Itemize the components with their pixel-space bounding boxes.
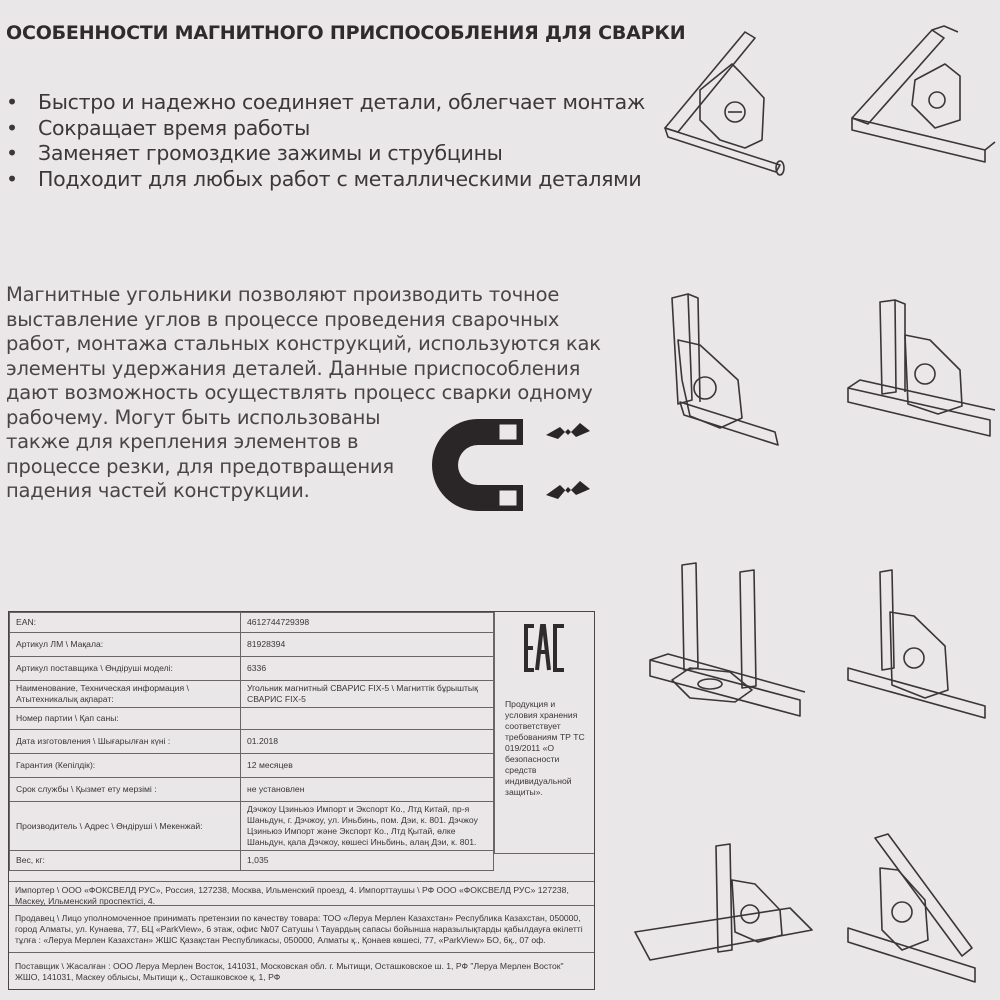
row-value: 6336	[241, 657, 494, 681]
description-line: Магнитные угольники позволяют производить точное	[6, 283, 560, 306]
description-line: выставление углов в процессе проведения сварочных	[6, 307, 560, 331]
feature-item: • Подходит для любых работ с металлическими деталями	[6, 167, 645, 193]
row-label: Срок службы \ Қызмет ету мерзімі :	[10, 778, 241, 802]
page-title: ОСОБЕННОСТИ МАГНИТНОГО ПРИСПОСОБЛЕНИЯ ДЛЯ СВАРКИ	[6, 22, 686, 44]
row-label: Дата изготовления \ Шығарылған күні :	[10, 730, 241, 754]
illustration-round-bar	[665, 32, 784, 175]
description-line: процессе резки, для предотвращения	[6, 454, 394, 478]
row-value: Дэчжоу Цзиньюэ Импорт и Экспорт Ко., Лтд Китай, пр-я Шаньдун, г. Дэчжоу, ул. Иньбинь, пом. Дэи, к. 801. Дэчжоу Цзиньюэ Импорт және Экспорт Ко., Лтд Қытай, өлке Шаньдун, қала Дэчжоу, көшесі Иньбинь, алаң Дэи, к. 801.	[241, 802, 494, 851]
spec-rows	[9, 612, 494, 871]
row-value: не установлен	[241, 778, 494, 802]
illustration-l-corner	[672, 294, 778, 445]
description-line: рабочему. Могут быть использованы	[6, 405, 381, 429]
eac-certification	[494, 612, 594, 854]
illustration-square-tube	[852, 26, 995, 162]
row-label: Артикул ЛМ \ Мақала:	[10, 633, 241, 657]
illustration-two-posts	[650, 563, 805, 716]
eac-mark-icon	[523, 622, 567, 674]
row-value: 4612744729398	[241, 613, 494, 633]
row-value: Угольник магнитный СВАРИС FIX-5 \ Магниттік бұрыштық СВАРИС FIX-5	[241, 681, 494, 708]
illustration-post-on-plate	[635, 844, 812, 960]
illustration-angled-bar	[848, 834, 975, 982]
feature-item: • Сокращает время работы	[6, 116, 645, 142]
description-line: работ, монтажа стальных конструкций, используются как	[6, 332, 601, 355]
table-row	[10, 802, 494, 851]
illustration-single-post	[848, 570, 985, 718]
row-value	[241, 708, 494, 730]
feature-list	[6, 90, 645, 192]
table-row	[10, 754, 494, 778]
row-label: EAN:	[10, 613, 241, 633]
importer-info: Импортер \ ООО «ФОКСВЕЛД РУС», Россия, 127238, Москва, Ильменский проезд, 4. Импорттаушы \ РФ ООО «ФОКСВЕЛД РУС» 127238, Маскеу, Ильменский проспектісі, 4.	[9, 881, 594, 905]
table-row	[10, 708, 494, 730]
supplier-info: Поставщик \ Жасалған : ООО Леруа Мерлен Восток, 141031, Московская обл. г. Мытищи, Осташковское ш. 1, РФ "Леруа Мерлен Восток" ЖШО, 141031, Маскеу облысы, Мытищи қ., Осташковское қ, 1, РФ	[9, 952, 594, 989]
row-value: 1,035	[241, 851, 494, 871]
description-line: дают возможность осуществлять процесс сварки одному	[6, 381, 593, 404]
feature-item: • Быстро и надежно соединяет детали, облегчает монтаж	[6, 90, 645, 116]
row-value: 01.2018	[241, 730, 494, 754]
table-row	[10, 681, 494, 708]
eac-note: Продукция и условия хранения соответствует требованиям ТР ТС 019/2011 «О безопасности средств индивидуальной защиты».	[505, 699, 585, 797]
table-row	[10, 633, 494, 657]
seller-info: Продавец \ Лицо уполномоченное принимать претензии по качеству товара: ТОО «Леруа Мерлен Казахстан» Республика Казахстан, 050000, город Алматы, ул. Кунаева, 77, БЦ «ParkView», 6 этаж, офис №07 Сатушы \ Тауардың сапасы бойынша наразылықтарды қабылдауға өкілетті тұлға : «Леруа Мерлен Казахстан» ЖШС Қазақстан Республикасы, 050000, Алматы қ., Қонаев көшесі, 77, «ParkView» БО, 6қ., 07 оф.	[9, 905, 594, 952]
table-row	[10, 851, 494, 871]
description-line: падения частей конструкции.	[6, 479, 310, 502]
table-row	[10, 613, 494, 633]
description-line: элементы удержания деталей. Данные приспособления	[6, 356, 581, 380]
row-label: Гарантия (Кепілдік):	[10, 754, 241, 778]
feature-item: • Заменяет громоздкие зажимы и струбцины	[6, 141, 645, 167]
row-label: Производитель \ Адрес \ Өндіруші \ Мекенжай:	[10, 802, 241, 851]
row-label: Артикул поставщика \ Өндіруші моделі:	[10, 657, 241, 681]
illustration-t-joint	[848, 300, 995, 436]
row-label: Наименование, Техническая информация \ Атытехникалық ақпарат:	[10, 681, 241, 708]
magnet-icon	[428, 415, 603, 515]
row-value: 81928394	[241, 633, 494, 657]
table-row	[10, 778, 494, 802]
table-row	[10, 730, 494, 754]
row-value: 12 месяцев	[241, 754, 494, 778]
specification-table	[8, 611, 595, 990]
description-line: также для крепления элементов в	[6, 430, 359, 453]
row-label: Вес, кг:	[10, 851, 241, 871]
table-row	[10, 657, 494, 681]
row-label: Номер партии \ Қап саны:	[10, 708, 241, 730]
